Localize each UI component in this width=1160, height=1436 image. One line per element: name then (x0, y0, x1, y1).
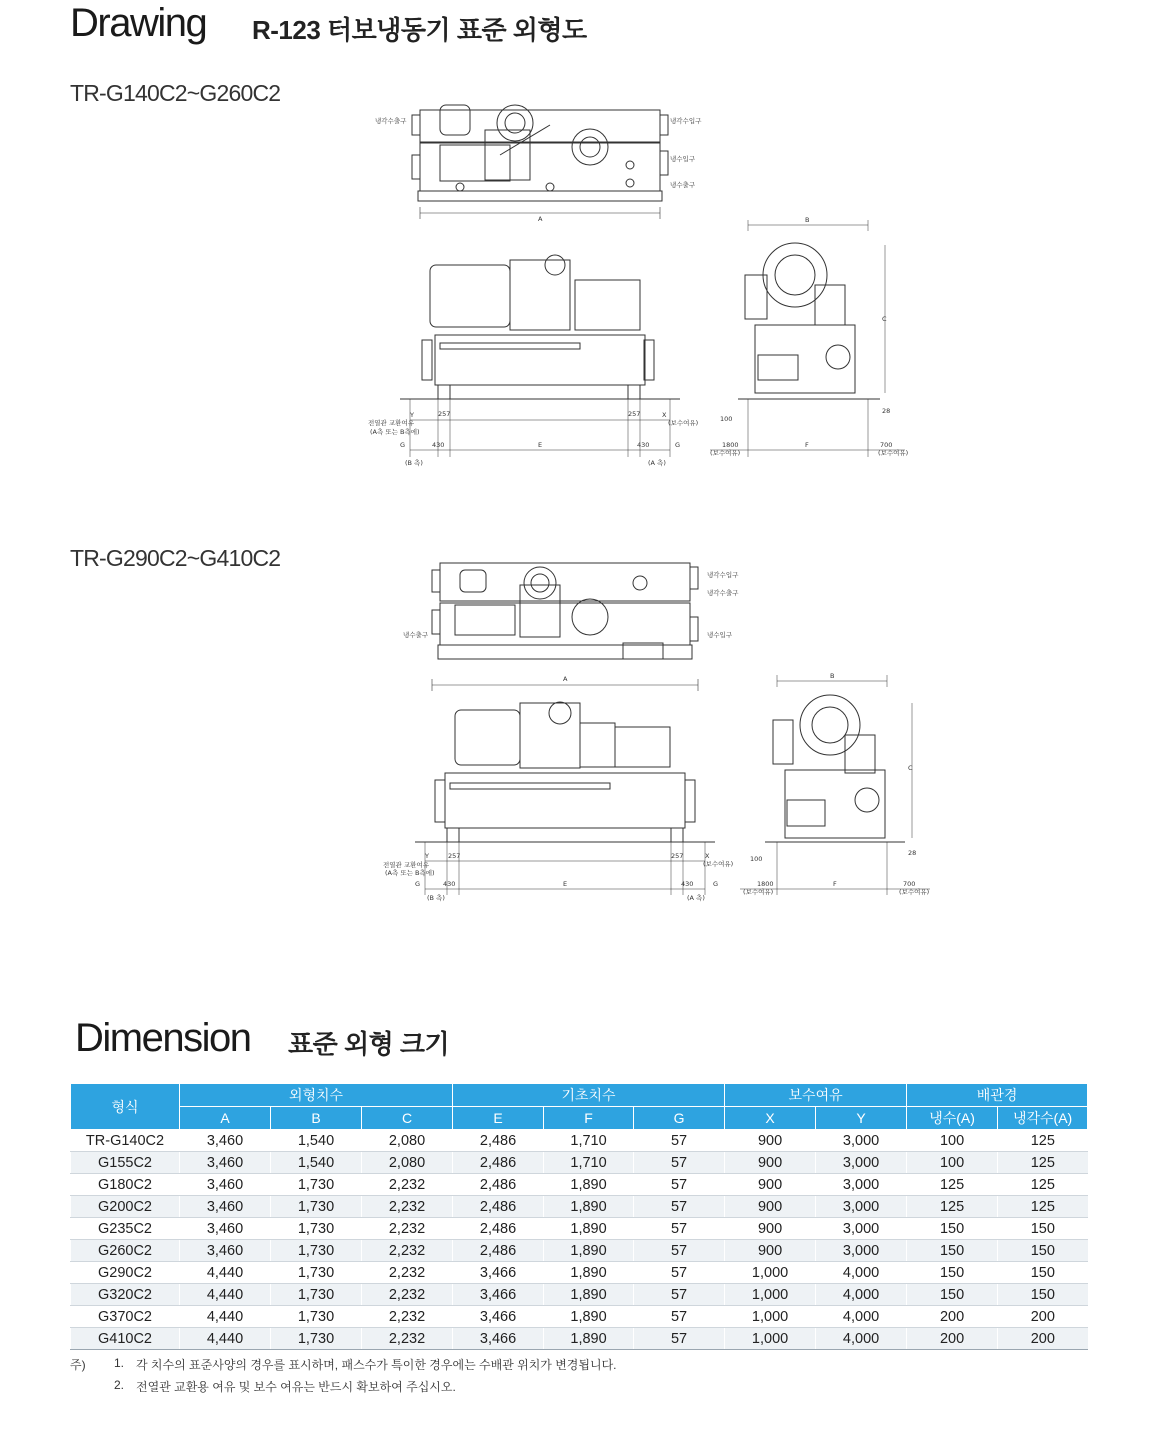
table-row (71, 1306, 1088, 1328)
value-cell: 57 (634, 1152, 725, 1174)
drawing-1-maint-right: (보수여유) (878, 449, 909, 457)
value-cell: 4,440 (180, 1262, 271, 1284)
drawing-1-dim-1800: 1800 (722, 441, 739, 449)
value-cell: 150 (907, 1262, 998, 1284)
value-cell: 2,232 (362, 1328, 453, 1350)
value-cell: 150 (998, 1240, 1088, 1262)
value-cell: 3,466 (453, 1328, 544, 1350)
value-cell: 150 (907, 1218, 998, 1240)
value-cell: 125 (998, 1152, 1088, 1174)
drawing-2-side-view (740, 675, 930, 895)
value-cell: 2,486 (453, 1218, 544, 1240)
drawing-2-dim-28: 28 (908, 849, 917, 857)
value-cell: 900 (725, 1196, 816, 1218)
col-e: E (453, 1107, 544, 1130)
value-cell: 2,486 (453, 1130, 544, 1152)
value-cell: 57 (634, 1130, 725, 1152)
drawing-1-maint-left: (보수여유) (710, 449, 741, 457)
model-cell: G410C2 (71, 1328, 180, 1350)
table-row (71, 1174, 1088, 1196)
col-c: C (362, 1107, 453, 1130)
value-cell: 1,730 (271, 1262, 362, 1284)
value-cell: 1,540 (271, 1130, 362, 1152)
drawing-2-dim-x: X (705, 852, 710, 860)
drawing-2-dim-c: C (908, 764, 913, 772)
drawing-1-dim-b: B (805, 216, 810, 224)
drawing-2-dim-b: B (830, 672, 835, 680)
value-cell: 3,460 (180, 1218, 271, 1240)
value-cell: 3,000 (816, 1130, 907, 1152)
model-label-1: TR-G140C2~G260C2 (70, 80, 281, 106)
drawing-1-svg (360, 95, 920, 480)
value-cell: 200 (998, 1306, 1088, 1328)
dimension-table (70, 1083, 1088, 1350)
value-cell: 3,000 (816, 1152, 907, 1174)
table-row (71, 1130, 1088, 1152)
value-cell: 1,890 (544, 1240, 634, 1262)
note-row (70, 1378, 617, 1400)
table-row (71, 1262, 1088, 1284)
drawing-1-label-chw-out: 냉수출구 (670, 181, 696, 189)
table-row (71, 1218, 1088, 1240)
value-cell: 1,000 (725, 1328, 816, 1350)
col-x: X (725, 1107, 816, 1130)
drawing-1-dim-g-left: G (400, 441, 406, 449)
value-cell: 57 (634, 1240, 725, 1262)
drawing-1-dim-f: F (805, 441, 809, 449)
model-cell: G235C2 (71, 1218, 180, 1240)
drawing-2-side-a: (A 측) (687, 894, 705, 902)
drawing-2-dim-f: F (833, 880, 837, 888)
dimension-subtitle: 표준 외형 크기 (288, 1029, 450, 1059)
value-cell: 150 (998, 1284, 1088, 1306)
value-cell: 1,730 (271, 1306, 362, 1328)
drawing-2-dim-700: 700 (903, 880, 916, 888)
drawing-1-label-cw-in: 냉각수입구 (670, 117, 702, 125)
value-cell: 3,460 (180, 1130, 271, 1152)
drawing-1-side-view (710, 220, 905, 457)
value-cell: 3,466 (453, 1284, 544, 1306)
drawing-2-dim-g-right: G (713, 880, 719, 888)
value-cell: 150 (907, 1284, 998, 1306)
drawing-1-dim-257-left: 257 (438, 410, 451, 418)
drawing-2-dim-y: Y (425, 852, 429, 860)
note-number: 1. (114, 1356, 125, 1370)
note-number: 2. (114, 1378, 125, 1392)
value-cell: 2,486 (453, 1196, 544, 1218)
value-cell: 3,466 (453, 1262, 544, 1284)
value-cell: 57 (634, 1218, 725, 1240)
value-cell: 150 (998, 1262, 1088, 1284)
col-y: Y (816, 1107, 907, 1130)
model-cell: G200C2 (71, 1196, 180, 1218)
table-row (71, 1284, 1088, 1306)
header-pipe: 배관경 (907, 1084, 1088, 1107)
value-cell: 1,730 (271, 1240, 362, 1262)
value-cell: 100 (907, 1152, 998, 1174)
value-cell: 200 (998, 1328, 1088, 1350)
value-cell: 3,460 (180, 1174, 271, 1196)
dimension-title: Dimension (75, 1016, 251, 1060)
table-row (71, 1152, 1088, 1174)
value-cell: 1,730 (271, 1196, 362, 1218)
drawing-1-dim-e: E (538, 441, 543, 449)
drawing-2-dim-430-right: 430 (681, 880, 694, 888)
value-cell: 4,000 (816, 1328, 907, 1350)
value-cell: 3,000 (816, 1218, 907, 1240)
value-cell: 150 (998, 1218, 1088, 1240)
drawing-2-label-chw-in: 냉수입구 (707, 631, 733, 639)
value-cell: 1,890 (544, 1174, 634, 1196)
value-cell: 4,440 (180, 1306, 271, 1328)
drawing-2-dim-430-left: 430 (443, 880, 456, 888)
drawing-title: Drawing (70, 1, 207, 45)
value-cell: 2,232 (362, 1196, 453, 1218)
value-cell: 3,460 (180, 1196, 271, 1218)
drawing-2-front-view (415, 702, 715, 895)
drawing-2-dim-1800: 1800 (757, 880, 774, 888)
drawing-2-maint-left: (보수여유) (743, 888, 774, 896)
value-cell: 4,000 (816, 1284, 907, 1306)
value-cell: 1,710 (544, 1152, 634, 1174)
value-cell: 200 (907, 1306, 998, 1328)
drawing-1-maint-x: (보수여유) (668, 419, 699, 427)
value-cell: 2,232 (362, 1306, 453, 1328)
model-cell: G260C2 (71, 1240, 180, 1262)
value-cell: 4,440 (180, 1328, 271, 1350)
header-outer: 외형치수 (180, 1084, 453, 1107)
drawing-1-label-cw-out: 냉각수출구 (375, 117, 407, 125)
value-cell: 2,486 (453, 1152, 544, 1174)
value-cell: 1,730 (271, 1218, 362, 1240)
value-cell: 150 (907, 1240, 998, 1262)
drawing-1-side-b: (B 측) (405, 459, 423, 467)
model-cell: G320C2 (71, 1284, 180, 1306)
col-cooling-water: 냉각수(A) (998, 1107, 1088, 1130)
value-cell: 125 (998, 1130, 1088, 1152)
drawing-2-label-cw-out: 냉각수출구 (707, 589, 739, 597)
drawing-1-dim-a: A (538, 215, 543, 223)
table-row (71, 1196, 1088, 1218)
drawing-2-tube-space-sub: (A측 또는 B측에) (385, 869, 435, 877)
value-cell: 2,232 (362, 1262, 453, 1284)
header-base: 기초치수 (453, 1084, 725, 1107)
drawing-1-top-view (412, 105, 668, 219)
col-a: A (180, 1107, 271, 1130)
drawing-1-dim-430-left: 430 (432, 441, 445, 449)
value-cell: 2,232 (362, 1284, 453, 1306)
value-cell: 200 (907, 1328, 998, 1350)
drawing-2-maint-right: (보수여유) (899, 888, 930, 896)
value-cell: 57 (634, 1306, 725, 1328)
col-b: B (271, 1107, 362, 1130)
drawing-1-dim-257-right: 257 (628, 410, 641, 418)
drawing-1-dim-700: 700 (880, 441, 893, 449)
value-cell: 900 (725, 1218, 816, 1240)
value-cell: 2,232 (362, 1240, 453, 1262)
value-cell: 4,000 (816, 1262, 907, 1284)
drawing-1-dim-x: X (662, 411, 667, 419)
value-cell: 57 (634, 1262, 725, 1284)
drawing-2-top-view (432, 563, 698, 691)
model-cell: G370C2 (71, 1306, 180, 1328)
model-cell: G155C2 (71, 1152, 180, 1174)
value-cell: 1,730 (271, 1174, 362, 1196)
value-cell: 3,466 (453, 1306, 544, 1328)
drawing-1-dim-g-right: G (675, 441, 681, 449)
value-cell: 3,000 (816, 1240, 907, 1262)
value-cell: 125 (998, 1174, 1088, 1196)
note-text: 각 치수의 표준사양의 경우를 표시하며, 패스수가 특이한 경우에는 수배관 위치가 변경됩니다. (136, 1358, 617, 1372)
drawing-2-dim-257-right: 257 (671, 852, 684, 860)
drawing-1-dim-c: C (882, 315, 887, 323)
value-cell: 3,460 (180, 1152, 271, 1174)
drawing-2-dim-257-left: 257 (448, 852, 461, 860)
value-cell: 125 (907, 1174, 998, 1196)
drawing-2-label-chw-out: 냉수출구 (403, 631, 429, 639)
value-cell: 2,080 (362, 1152, 453, 1174)
drawing-2-dim-100: 100 (750, 855, 763, 863)
drawing-1-dim-y: Y (410, 411, 414, 419)
value-cell: 57 (634, 1284, 725, 1306)
drawing-1-label-chw-in: 냉수입구 (670, 155, 696, 163)
value-cell: 4,000 (816, 1306, 907, 1328)
drawing-2-side-b: (B 측) (427, 894, 445, 902)
value-cell: 2,486 (453, 1174, 544, 1196)
notes (70, 1356, 617, 1400)
notes-marker: 주) (70, 1358, 86, 1372)
value-cell: 1,890 (544, 1218, 634, 1240)
value-cell: 1,890 (544, 1306, 634, 1328)
col-chilled-water: 냉수(A) (907, 1107, 998, 1130)
drawing-1-dim-430-right: 430 (637, 441, 650, 449)
drawing-2-dim-a: A (563, 675, 568, 683)
value-cell: 1,000 (725, 1262, 816, 1284)
drawing-2-svg (375, 555, 935, 910)
value-cell: 2,232 (362, 1174, 453, 1196)
value-cell: 2,232 (362, 1218, 453, 1240)
model-cell: G180C2 (71, 1174, 180, 1196)
drawing-1-dim-100: 100 (720, 415, 733, 423)
table-row (71, 1240, 1088, 1262)
value-cell: 3,000 (816, 1174, 907, 1196)
drawing-2-maint-x: (보수여유) (703, 860, 734, 868)
table-row (71, 1328, 1088, 1350)
drawing-2-dim-g-left: G (415, 880, 421, 888)
value-cell: 1,890 (544, 1284, 634, 1306)
value-cell: 125 (998, 1196, 1088, 1218)
value-cell: 1,540 (271, 1152, 362, 1174)
header-maint: 보수여유 (725, 1084, 907, 1107)
value-cell: 2,486 (453, 1240, 544, 1262)
value-cell: 1,000 (725, 1306, 816, 1328)
value-cell: 1,710 (544, 1130, 634, 1152)
value-cell: 57 (634, 1174, 725, 1196)
value-cell: 1,730 (271, 1328, 362, 1350)
value-cell: 125 (907, 1196, 998, 1218)
value-cell: 1,890 (544, 1328, 634, 1350)
col-g: G (634, 1107, 725, 1130)
model-cell: TR-G140C2 (71, 1130, 180, 1152)
drawing-1-front-view (400, 255, 680, 457)
value-cell: 900 (725, 1174, 816, 1196)
value-cell: 900 (725, 1130, 816, 1152)
value-cell: 57 (634, 1196, 725, 1218)
value-cell: 100 (907, 1130, 998, 1152)
value-cell: 900 (725, 1240, 816, 1262)
drawing-1-side-a: (A 측) (648, 459, 666, 467)
drawing-1-tube-space: 전열관 교환여유 (368, 419, 415, 427)
drawing-2-label-cw-in: 냉각수입구 (707, 571, 739, 579)
value-cell: 57 (634, 1328, 725, 1350)
value-cell: 900 (725, 1152, 816, 1174)
drawing-2-tube-space: 전열관 교환여유 (383, 861, 430, 869)
header-model: 형식 (71, 1084, 180, 1130)
value-cell: 1,890 (544, 1262, 634, 1284)
value-cell: 3,000 (816, 1196, 907, 1218)
value-cell: 2,080 (362, 1130, 453, 1152)
note-row (70, 1356, 617, 1378)
value-cell: 1,730 (271, 1284, 362, 1306)
value-cell: 4,440 (180, 1284, 271, 1306)
drawing-1-dim-28: 28 (882, 407, 891, 415)
drawing-1-tube-space-sub: (A측 또는 B측에) (370, 428, 420, 436)
model-cell: G290C2 (71, 1262, 180, 1284)
model-label-2: TR-G290C2~G410C2 (70, 545, 281, 571)
col-f: F (544, 1107, 634, 1130)
note-text: 전열관 교환용 여유 및 보수 여유는 반드시 확보하여 주십시오. (136, 1380, 456, 1394)
drawing-subtitle: R-123 터보냉동기 표준 외형도 (252, 15, 587, 45)
value-cell: 3,460 (180, 1240, 271, 1262)
value-cell: 1,000 (725, 1284, 816, 1306)
drawing-2-dim-e: E (563, 880, 568, 888)
value-cell: 1,890 (544, 1196, 634, 1218)
